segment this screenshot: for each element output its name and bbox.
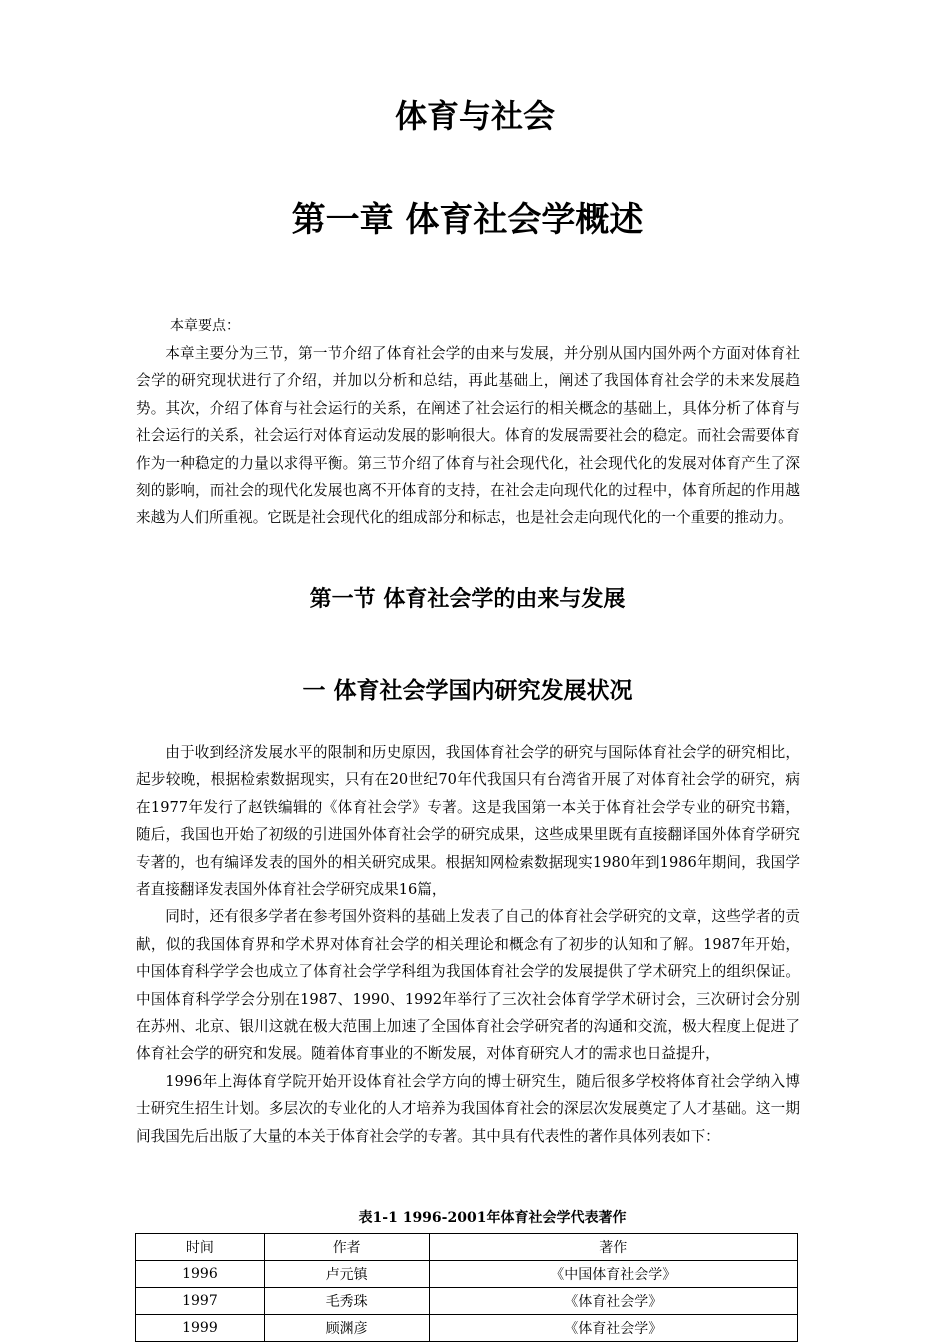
- table-cell-work: 《体育社会学》: [429, 1288, 797, 1315]
- table-cell-author: 毛秀珠: [264, 1288, 429, 1315]
- table-cell-work: 《体育社会学》: [429, 1315, 797, 1342]
- summary-paragraph: 本章主要分为三节，第一节介绍了体育社会学的由来与发展，并分别从国内国外两个方面对体育社会学的研究现状进行了介绍，并加以分析和总结，再此基础上，阐述了我国体育社会学的未来发展趋势。其次，介绍了体育与社会运行的关系，在阐述了社会运行的相关概念的基础上，具体分析了体育与社会运行的关系，社会运行对体育运动发展的影响很大。体育的发展需要社会的稳定。而社会需要体育作为一种稳定的力量以求得平衡。第三节介绍了体育与社会现代化，社会现代化的发展对体育产生了深刻的影响，而社会的现代化发展也离不开体育的支持，在社会走向现代化的过程中，体育所起的作用越来越为人们所重视。它既是社会现代化的组成部分和标志，也是社会走向现代化的一个重要的推动力。: [136, 345, 800, 527]
- table-header-row: [136, 1234, 798, 1261]
- chapter-title: 第一章 体育社会学概述: [291, 200, 644, 240]
- subsection-title: 一 体育社会学国内研究发展状况: [302, 678, 633, 704]
- table-cell-author: 顾渊彦: [264, 1315, 429, 1342]
- body-paragraph: 同时，还有很多学者在参考国外资料的基础上发表了自己的体育社会学研究的文章，这些学者的贡献，似的我国体育界和学术界对体育社会学的相关理论和概念有了初步的认知和了解。1987年开始，中国体育科学学会也成立了体育社会学学科组为我国体育社会学的发展提供了学术研究上的组织保证。中国体育科学学会分别在1987、1990、1992年举行了三次社会体育学学术研讨会，三次研讨会分别在苏州、北京、银川这就在极大范围上加速了全国体育社会学研究者的沟通和交流，极大程度上促进了体育社会学的研究和发展。随着体育事业的不断发展，对体育研究人才的需求也日益提升，: [136, 908, 800, 1063]
- table-cell-time: 1997: [136, 1288, 265, 1315]
- summary-label: 本章要点：: [170, 318, 240, 334]
- table-row: [136, 1315, 798, 1342]
- table-cell-time: 1996: [136, 1261, 265, 1288]
- column-header-time: 时间: [136, 1234, 265, 1261]
- column-header-author: 作者: [264, 1234, 429, 1261]
- works-table: [135, 1233, 798, 1342]
- document-title: 体育与社会: [394, 97, 555, 135]
- table-cell-time: 1999: [136, 1315, 265, 1342]
- body-paragraph: 1996年上海体育学院开始开设体育社会学方向的博士研究生，随后很多学校将体育社会学纳入博士研究生招生计划。多层次的专业化的人才培养为我国体育社会的深层次发展奠定了人才基础。这一期间我国先后出版了大量的本关于体育社会学的专著。其中具有代表性的著作具体列表如下：: [136, 1072, 800, 1145]
- table-caption: 表1-1 1996-2001年体育社会学代表著作: [358, 1210, 627, 1226]
- section-title: 第一节 体育社会学的由来与发展: [309, 587, 626, 612]
- chapter-summary: [136, 340, 800, 532]
- table-row: [136, 1288, 798, 1315]
- table-cell-work: 《中国体育社会学》: [429, 1261, 797, 1288]
- body-paragraph: 由于收到经济发展水平的限制和历史原因，我国体育社会学的研究与国际体育社会学的研究相比，起步较晚，根据检索数据现实，只有在20世纪70年代我国只有台湾省开展了对体育社会学的研究，病在1977年发行了赵铁编辑的《体育社会学》专著。这是我国第一本关于体育社会学专业的研究书籍，随后，我国也开始了初级的引进国外体育社会学的研究成果，这些成果里既有直接翻译国外体育学研究专著的，也有编译发表的国外的相关研究成果。根据知网检索数据现实1980年到1986年期间，我国学者直接翻译发表国外体育社会学研究成果16篇，: [136, 744, 800, 899]
- section-body: [136, 739, 800, 1150]
- column-header-work: 著作: [429, 1234, 797, 1261]
- table-row: [136, 1261, 798, 1288]
- table-cell-author: 卢元镇: [264, 1261, 429, 1288]
